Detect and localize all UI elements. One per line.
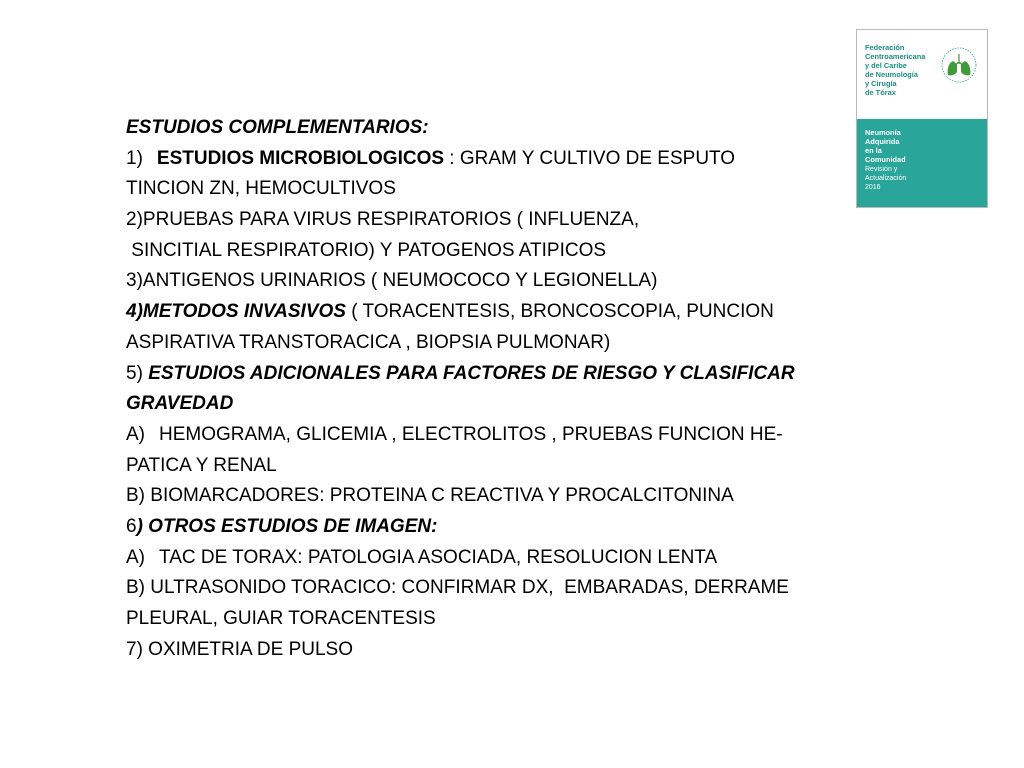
list-item-2-continued: SINCITIAL RESPIRATORIO) Y PATOGENOS ATIPICOS bbox=[126, 239, 607, 261]
item-bold-italic-text: ESTUDIOS ADICIONALES PARA FACTORES DE RIESGO Y CLASIFICAR bbox=[148, 362, 795, 384]
cover-subtitle-line: Actualización bbox=[865, 175, 907, 182]
item-text: HEMOGRAMA, GLICEMIA , ELECTROLITOS , PRUEBAS FUNCION HE- bbox=[159, 423, 783, 445]
lungs-logo-icon bbox=[938, 44, 980, 86]
list-item-1-continued: TINCION ZN, HEMOCULTIVOS bbox=[126, 178, 396, 200]
item-bold-italic-text: ) OTROS ESTUDIOS DE IMAGEN: bbox=[136, 515, 438, 537]
heading-text: ESTUDIOS COMPLEMENTARIOS: bbox=[126, 117, 429, 138]
list-item-5 bbox=[126, 359, 871, 390]
cover-title-line: Neumonía bbox=[865, 128, 901, 137]
cover-subtitle bbox=[865, 165, 975, 192]
list-item-7: 7) OXIMETRIA DE PULSO bbox=[126, 638, 353, 660]
item-letter: A) bbox=[126, 546, 145, 568]
list-item-5a bbox=[126, 420, 871, 451]
federation-line: Federación bbox=[865, 43, 905, 52]
federation-line: de Tórax bbox=[865, 88, 896, 97]
item-letter: A) bbox=[126, 423, 145, 445]
item-bold-italic-text: GRAVEDAD bbox=[126, 393, 234, 415]
cover-year: 2016 bbox=[865, 184, 881, 191]
cover-title-band bbox=[857, 119, 987, 207]
cover-title-line: Adquirida bbox=[865, 137, 900, 146]
list-item-6b: B) ULTRASONIDO TORACICO: CONFIRMAR DX, EMBARADAS, DERRAME bbox=[126, 577, 789, 599]
item-bold-text: ESTUDIOS MICROBIOLOGICOS bbox=[156, 147, 445, 169]
item-number: 6 bbox=[126, 515, 137, 537]
list-item-5-continued bbox=[126, 389, 871, 420]
item-bold-italic-text: 4)METODOS INVASIVOS bbox=[126, 301, 346, 323]
list-item-5b: B) BIOMARCADORES: PROTEINA C REACTIVA Y PROCALCITONINA bbox=[126, 485, 734, 507]
cover-subtitle-line: Revisión y bbox=[865, 166, 898, 173]
guideline-cover-image bbox=[856, 29, 988, 208]
list-item-3: 3)ANTIGENOS URINARIOS ( NEUMOCOCO Y LEGIONELLA) bbox=[126, 270, 658, 292]
cover-title-line: en la bbox=[865, 146, 882, 155]
federation-line: Centroamericana bbox=[865, 52, 926, 61]
cover-title bbox=[865, 128, 975, 164]
federation-name bbox=[865, 43, 937, 97]
cover-title-line: Comunidad bbox=[865, 155, 906, 164]
list-item-4-continued: ASPIRATIVA TRANSTORACICA , BIOPSIA PULMONAR) bbox=[126, 331, 611, 353]
studies-heading bbox=[126, 113, 871, 144]
list-item-2: 2)PRUEBAS PARA VIRUS RESPIRATORIOS ( INFLUENZA, bbox=[126, 209, 640, 231]
item-text: TAC DE TORAX: PATOLOGIA ASOCIADA, RESOLUCION LENTA bbox=[159, 546, 718, 568]
studies-text-block bbox=[126, 113, 871, 665]
list-item-4 bbox=[126, 297, 871, 328]
list-item-6 bbox=[126, 512, 871, 543]
federation-line: de Neumología bbox=[865, 70, 918, 79]
list-item-5a-continued: PATICA Y RENAL bbox=[126, 454, 277, 476]
item-text: : GRAM Y CULTIVO DE ESPUTO bbox=[444, 147, 736, 169]
cover-header bbox=[857, 30, 987, 118]
list-item-6a bbox=[126, 543, 871, 574]
item-text: ( TORACENTESIS, BRONCOSCOPIA, PUNCION bbox=[345, 301, 774, 323]
federation-line: y del Caribe bbox=[865, 61, 907, 70]
item-number: 1) bbox=[126, 147, 143, 169]
federation-line: y Cirugía bbox=[865, 79, 897, 88]
list-item-1 bbox=[126, 144, 871, 175]
list-item-6b-continued: PLEURAL, GUIAR TORACENTESIS bbox=[126, 608, 436, 629]
item-number: 5) bbox=[126, 362, 149, 384]
